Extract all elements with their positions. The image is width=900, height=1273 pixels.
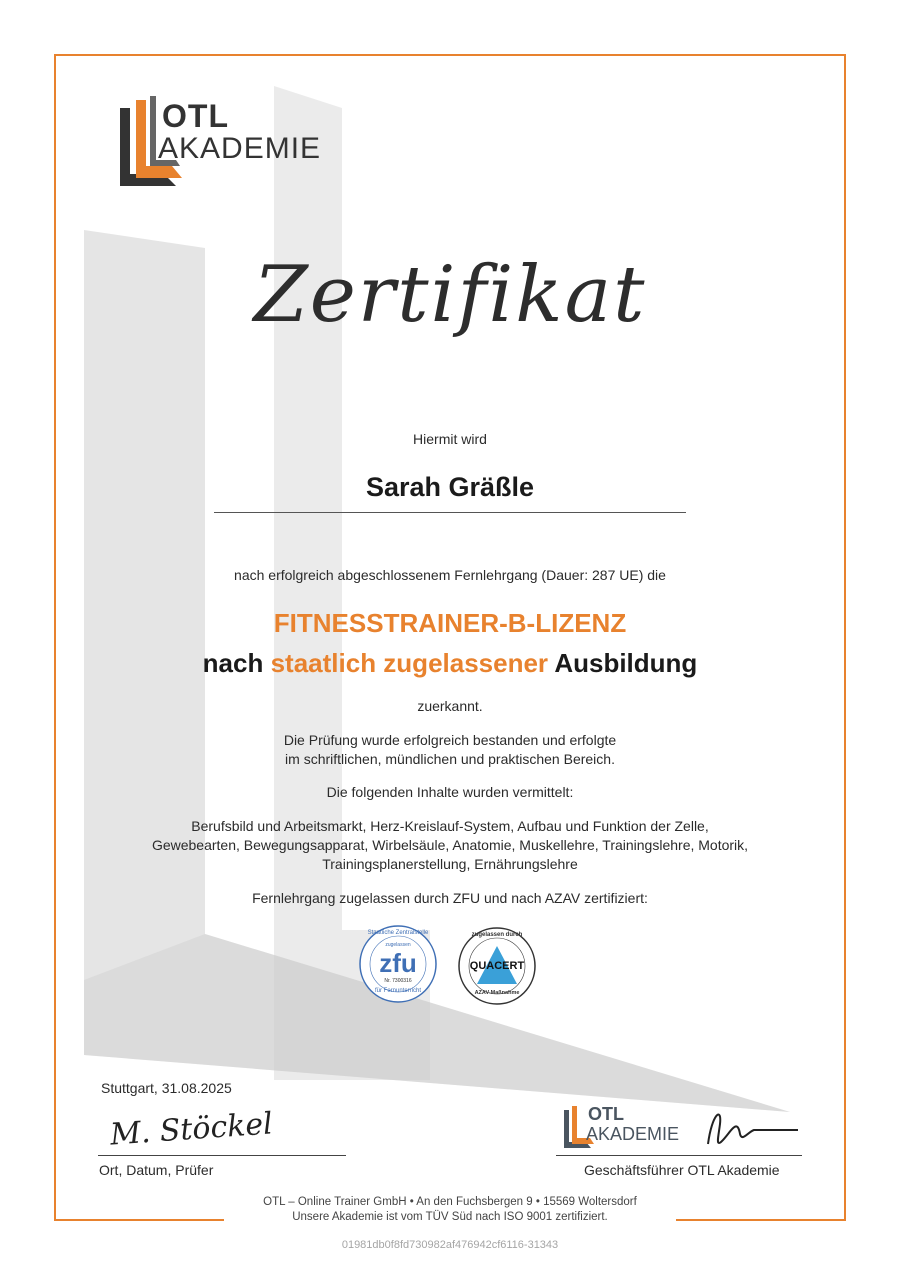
signature-right-label: Geschäftsführer OTL Akademie [584,1162,780,1178]
license-subtitle [60,648,840,679]
zfu-sub: zugelassen [385,942,411,948]
accreditation-text: Fernlehrgang zugelassen durch ZFU und nach AZAV zertifiziert: [252,890,648,906]
footer [60,1195,840,1225]
frame-left [54,54,56,1220]
footer-line: Unsere Akademie ist vom TÜV Süd nach ISO 9001 zertifiziert. [292,1211,608,1223]
license-sub-part3: Ausbildung [554,648,698,678]
signature-right-icon [698,1104,802,1156]
signature-left: M. Stöckel [108,1106,274,1153]
logo-text-otl: OTL [162,98,229,134]
certificate-title: Zertifikat [253,250,647,340]
contents-list [60,817,840,874]
quacert-main: QUACERT [469,960,525,972]
quacert-ring-bottom: AZAV-Maßnahme [474,990,520,996]
name-underline [214,512,686,513]
quacert-seal [457,926,537,1006]
logo-small-akademie: AKADEMIE [586,1124,680,1144]
otl-logo [118,94,348,194]
intro-text: Hiermit wird [413,431,487,447]
license-sub-part2: staatlich zugelassener [270,648,549,678]
frame-right [844,54,846,1220]
footer-line: OTL – Online Trainer GmbH • An den Fuchsbergen 9 • 15569 Woltersdorf [263,1196,637,1208]
zfu-ring-bottom: für Fernunterricht [374,988,422,994]
exam-line: im schriftlichen, mündlichen und praktischen Bereich. [285,751,615,767]
quacert-ring-top: zugelassen durch [471,932,523,938]
contents-line: Gewebearten, Bewegungsapparat, Wirbelsäule, Anatomie, Muskellehre, Trainingslehre, Motorik, [151,837,749,853]
contents-line: Berufsbild und Arbeitsmarkt, Herz-Kreislauf-System, Aufbau und Funktion der Zelle, [191,818,709,834]
zfu-seal [358,924,438,1004]
exam-text [60,731,840,769]
place-date: Stuttgart, 31.08.2025 [101,1080,232,1096]
recipient-name: Sarah Gräßle [365,472,535,502]
signature-left-label: Ort, Datum, Prüfer [99,1162,214,1178]
zfu-nr: Nr. 7300316 [384,978,412,984]
contents-heading: Die folgenden Inhalte wurden vermittelt: [326,784,574,800]
otl-logo-small [562,1104,712,1154]
zfu-main: zfu [379,948,417,978]
zfu-ring-top: Staatliche Zentralstelle [367,930,429,936]
logo-small-otl: OTL [588,1104,624,1124]
course-line: nach erfolgreich abgeschlossenem Fernlehrgang (Dauer: 287 UE) die [234,567,666,583]
awarded-text: zuerkannt. [417,698,483,714]
signature-left-line [98,1155,346,1156]
signature-right-line [556,1155,802,1156]
logo-text-akademie: AKADEMIE [158,132,322,165]
document-hash: 01981db0f8fd730982af476942cf6116-31343 [341,1239,559,1251]
frame-top [54,54,846,56]
license-sub-part1: nach [202,648,264,678]
contents-line: Trainingsplanerstellung, Ernährungslehre [322,856,578,872]
license-title: FITNESSTRAINER-B-LIZENZ [273,608,627,638]
exam-line: Die Prüfung wurde erfolgreich bestanden und erfolgte [283,732,617,748]
